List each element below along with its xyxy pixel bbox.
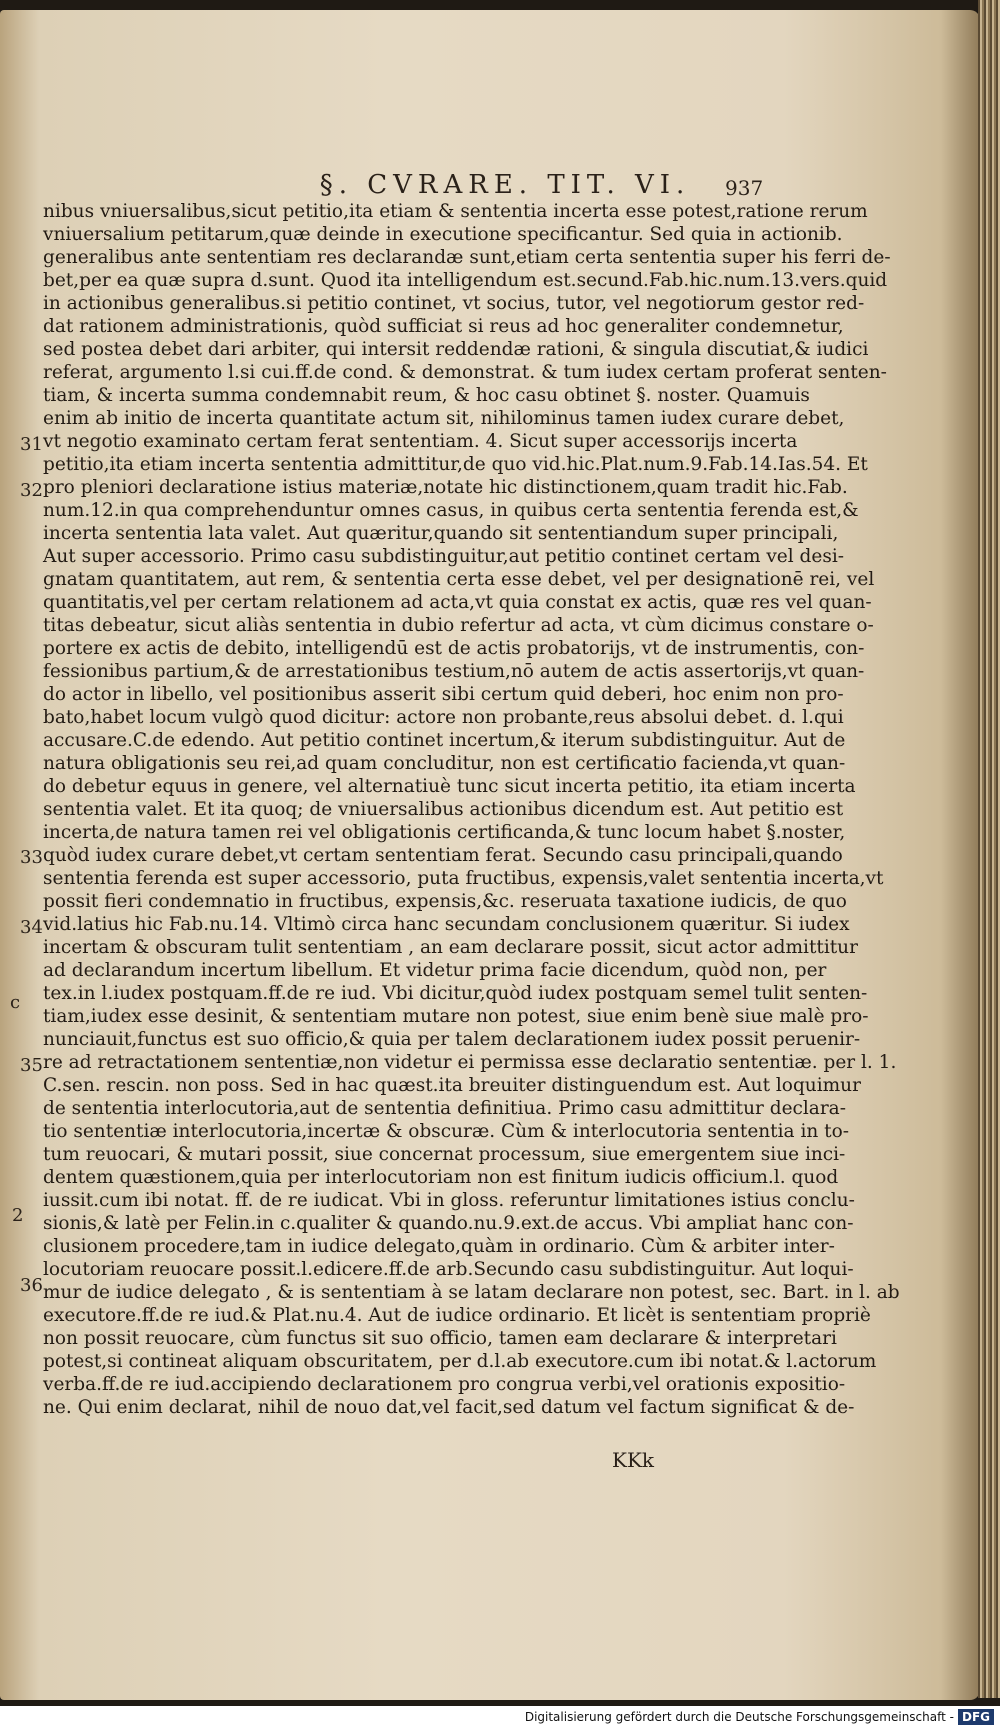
text-line: tum reuocari, & mutari possit, siue concernat processum, siue emergentem siue inci-	[43, 1144, 846, 1165]
footer-text: Digitalisierung gefördert durch die Deutsche Forschungsgemeinschaft -	[524, 1710, 954, 1724]
text-line: petitio,ita etiam incerta sententia admittitur,de quo vid.hic.Plat.num.9.Fab.14.Ias.54. Et	[43, 454, 868, 475]
text-line: incerta sententia lata valet. Aut quæritur,quando sit sententiandum super principali,	[43, 523, 839, 544]
text-line: natura obligationis seu rei,ad quam concluditur, non est certificatio facienda,vt quan-	[43, 753, 846, 774]
text-line: bet,per ea quæ supra d.sunt. Quod ita intelligendum est.secund.Fab.hic.num.13.vers.quid	[43, 270, 888, 291]
text-line: ad declarandum incertum libellum. Et videtur prima facie dicendum, quòd non, per	[43, 960, 827, 981]
dfg-logo: DFG	[958, 1709, 994, 1725]
text-line: referat, argumento l.si cui.ff.de cond. & demonstrat. & tum iudex certam proferat senten-	[43, 362, 887, 383]
text-line: tex.in l.iudex postquam.ff.de re iud. Vbi dicitur,quòd iudex postquam semel tulit senten-	[43, 983, 868, 1004]
text-line: vid.latius hic Fab.nu.14. Vltimò circa hanc secundam conclusionem quæritur. Si iudex	[43, 914, 850, 935]
text-line: tiam,iudex esse desinit, & sententiam mutare non potest, siue enim benè siue malè pro-	[43, 1006, 869, 1027]
text-line: tiam, & incerta summa condemnabit reum, & hoc casu obtinet §. noster. Quamuis	[43, 385, 810, 406]
text-line: possit fieri condemnatio in fructibus, expensis,&c. reseruata taxatione iudicis, de quo	[43, 891, 847, 912]
text-line: vt negotio examinato certam ferat sententiam. 4. Sicut super accessorijs incerta	[43, 431, 798, 452]
text-line: mur de iudice delegato , & is sententiam à se latam declarare non potest, sec. Bart. in l. ab	[43, 1282, 900, 1303]
text-line: sed postea debet dari arbiter, qui intersit reddendæ rationi, & singula discutiat,& iudici	[43, 339, 869, 360]
text-line: C.sen. rescin. non poss. Sed in hac quæst.ita breuiter distinguendum est. Aut loquimur	[43, 1075, 861, 1096]
text-line: bato,habet locum vulgò quod dicitur: actore non probante,reus absolui debet. d. l.qui	[43, 707, 844, 728]
text-line: verba.ff.de re iud.accipiendo declarationem pro congrua verbi,vel orationis expositio-	[43, 1374, 846, 1395]
text-line: sententia ferenda est super accessorio, puta fructibus, expensis,valet sententia incerta,vt	[43, 868, 884, 889]
text-line: enim ab initio de incerta quantitate actum sit, nihilominus tamen iudex curare debet,	[43, 408, 845, 429]
signature-mark: KKk	[612, 1448, 655, 1472]
text-body	[43, 200, 900, 1419]
text-line: sionis,& latè per Felin.in c.qualiter & quando.nu.9.ext.de accus. Vbi ampliat hanc con-	[43, 1213, 854, 1234]
text-line: generalibus ante sententiam res declarandæ sunt,etiam certa sententia super his ferri de-	[43, 247, 891, 268]
text-line: clusionem procedere,tam in iudice delegato,quàm in ordinario. Cùm & arbiter inter-	[43, 1236, 835, 1257]
text-line: do actor in libello, vel positionibus asserit sibi certum quid deberi, hoc enim non pro-	[43, 684, 844, 705]
text-line: iussit.cum ibi notat. ff. de re iudicat. Vbi in gloss. referuntur limitationes istius conclu-	[43, 1190, 855, 1211]
text-line: dat rationem administrationis, quòd sufficiat si reus ad hoc generaliter condemnetur,	[43, 316, 844, 337]
text-line: gnatam quantitatem, aut rem, & sententia certa esse debet, vel per designationē rei, vel	[43, 569, 875, 590]
text-line: potest,si contineat aliquam obscuritatem, per d.l.ab executore.cum ibi notat.& l.actorum	[43, 1351, 877, 1372]
text-line: pro pleniori declaratione istius materiæ,notate hic distinctionem,quam tradit hic.Fab.	[43, 477, 848, 498]
margin-number: 36	[20, 1275, 43, 1296]
text-line: in actionibus generalibus.si petitio continet, vt socius, tutor, vel negotiorum gestor red-	[43, 293, 865, 314]
margin-number: 33	[20, 847, 43, 868]
text-line: Aut super accessorio. Primo casu subdistinguitur,aut petitio continet certam vel desi-	[43, 546, 845, 567]
text-line: dentem quæstionem,quia per interlocutoriam non est finitum iudicis officium.l. quod	[43, 1167, 839, 1188]
footer-bar	[0, 1706, 1000, 1728]
text-line: executore.ff.de re iud.& Plat.nu.4. Aut de iudice ordinario. Et licèt is sententiam propriè	[43, 1305, 871, 1326]
text-line: locutoriam reuocare possit.l.edicere.ff.de arb.Secundo casu subdistinguitur. Aut loqui-	[43, 1259, 854, 1280]
text-line: de sententia interlocutoria,aut de sententia definitiua. Primo casu admittitur declara-	[43, 1098, 846, 1119]
text-line: sententia valet. Et ita quoq; de vniuersalibus actionibus dicendum est. Aut petitio est	[43, 799, 844, 820]
margin-number: 31	[20, 434, 43, 455]
text-line: nibus vniuersalibus,sicut petitio,ita etiam & sententia incerta esse potest,ratione rerum	[43, 201, 868, 222]
text-line: nunciauit,functus est suo officio,& quia per talem declarationem iudex possit peruenir-	[43, 1029, 861, 1050]
text-line: accusare.C.de edendo. Aut petitio continet incertum,& iterum subdistinguitur. Aut de	[43, 730, 846, 751]
margin-number: 35	[20, 1055, 43, 1076]
running-title: §. CVRARE. TIT. VI.	[319, 170, 691, 200]
text-line: fessionibus partium,& de arrestationibus testium,nō autem de actis assertorijs,vt quan-	[43, 661, 865, 682]
text-line: titas debeatur, sicut aliàs sententia in dubio refertur ad acta, vt cùm dicimus constare o-	[43, 615, 874, 636]
text-line: num.12.in qua comprehenduntur omnes casus, in quibus certa sententia ferenda est,&	[43, 500, 859, 521]
folio-number: 937	[725, 176, 764, 200]
text-line: quantitatis,vel per certam relationem ad acta,vt quia constat ex actis, quæ res vel quan-	[43, 592, 872, 613]
text-line: ne. Qui enim declarat, nihil de nouo dat,vel facit,sed datum vel factum significat & de-	[43, 1397, 855, 1418]
text-line: vniuersalium petitarum,quæ deinde in executione specificantur. Sed quia in actionib.	[43, 224, 843, 245]
text-line: do debetur equus in genere, vel alternatiuè tunc sicut incerta petitio, ita etiam incerta	[43, 776, 856, 797]
margin-number: 34	[20, 917, 43, 938]
margin-mark: c	[10, 992, 21, 1013]
text-line: incerta,de natura tamen rei vel obligationis certificanda,& tunc locum habet §.noster,	[43, 822, 846, 843]
page-edges	[978, 0, 1000, 1698]
text-line: portere ex actis de debito, intelligendū est de actis probatorijs, vt de instrumentis, con-	[43, 638, 865, 659]
margin-number: 32	[20, 480, 43, 501]
text-line: quòd iudex curare debet,vt certam sententiam ferat. Secundo casu principali,quando	[43, 845, 843, 866]
text-line: incertam & obscuram tulit sententiam , an eam declarare possit, sicut actor admittitur	[43, 937, 858, 958]
margin-mark: 2	[12, 1205, 24, 1226]
text-line: non possit reuocare, cùm functus sit suo officio, tamen eam declarare & interpretari	[43, 1328, 837, 1349]
text-line: tio sententiæ interlocutoria,incertæ & obscuræ. Cùm & interlocutoria sententia in to-	[43, 1121, 849, 1142]
text-line: re ad retractationem sententiæ,non videtur ei permissa esse declaratio sententiæ. per l. 1.	[43, 1052, 897, 1073]
